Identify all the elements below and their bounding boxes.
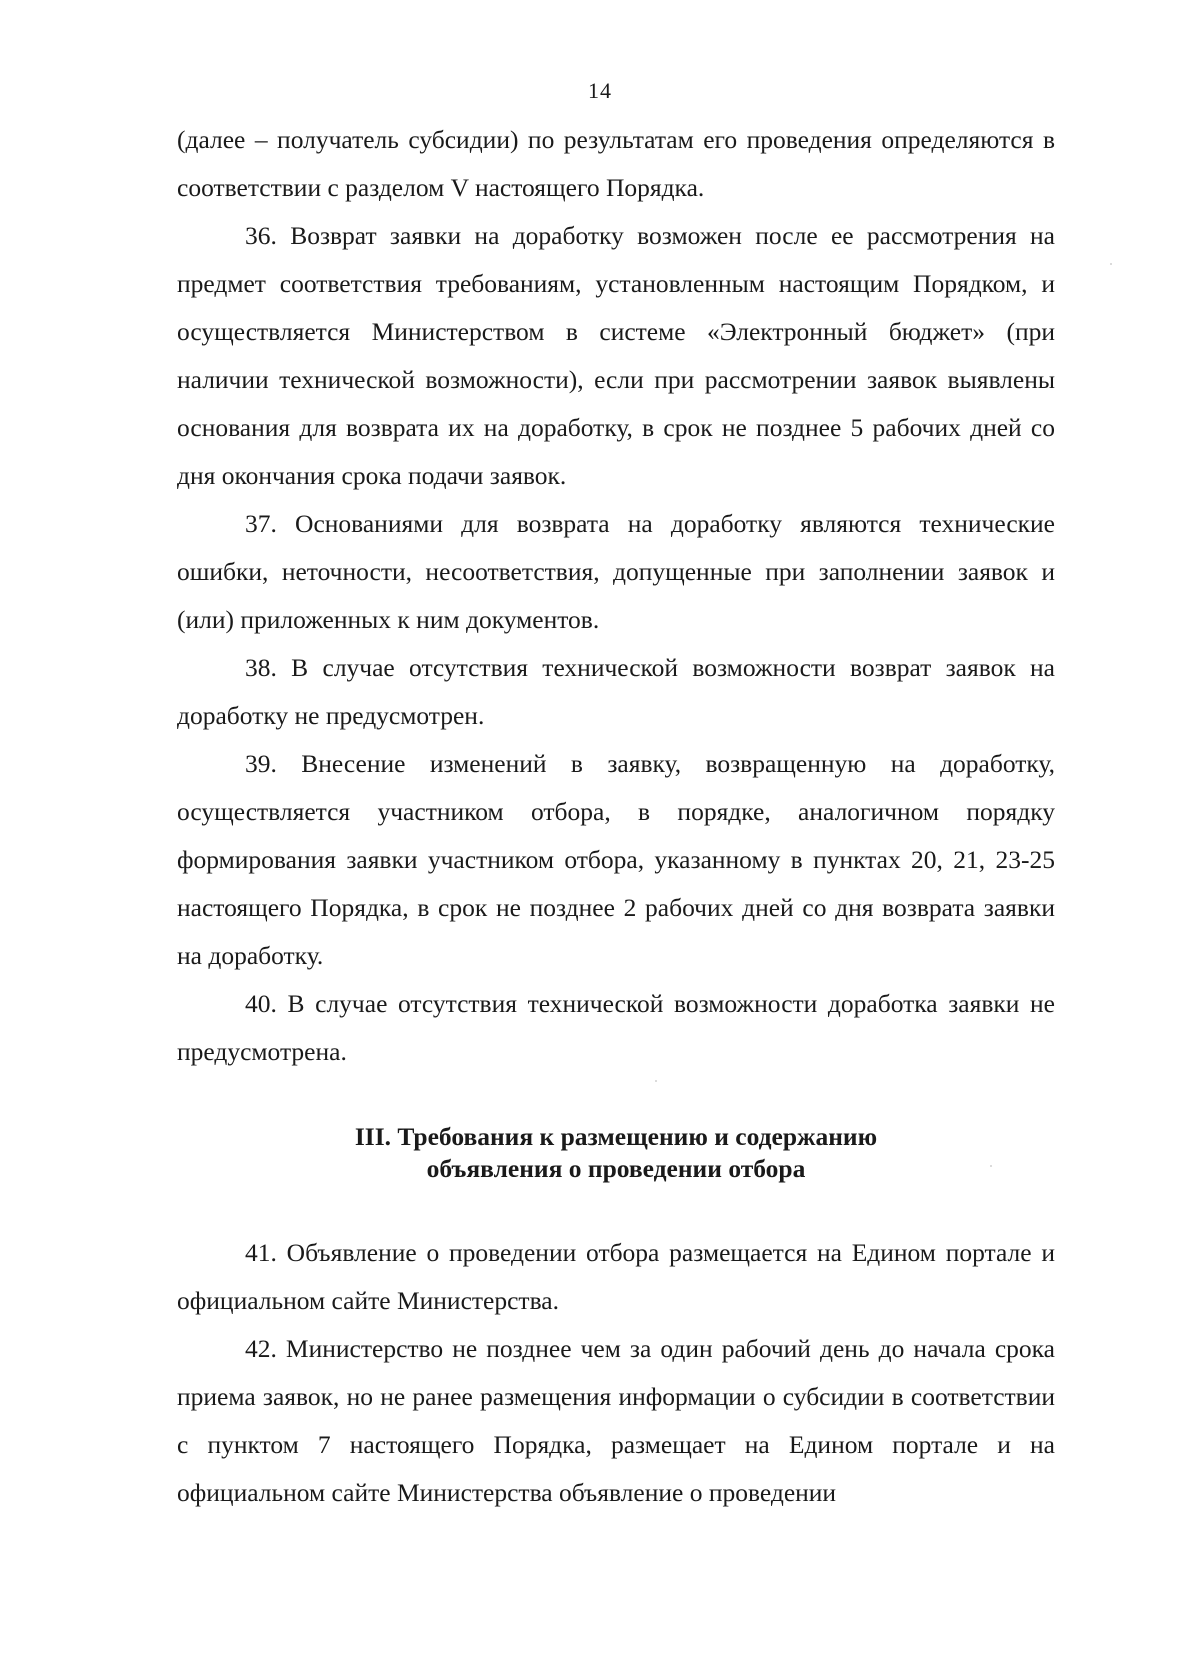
section-heading bbox=[177, 1121, 1055, 1185]
scan-speck bbox=[990, 1165, 992, 1167]
section-heading-line-1: III. Требования к размещению и содержанию bbox=[354, 1122, 878, 1151]
paragraph-40: 40. В случае отсутствия технической возможности доработка заявки не предусмотрена. bbox=[177, 989, 1055, 1066]
paragraph-38: 38. В случае отсутствия технической возможности возврат заявок на доработку не предусмотрен. bbox=[177, 653, 1055, 730]
paragraph-continuation: (далее – получатель субсидии) по результатам его проведения определяются в соответствии с разделом V настоящего Порядка. bbox=[177, 125, 1055, 202]
paragraph-41: 41. Объявление о проведении отбора размещается на Едином портале и официальном сайте Министерства. bbox=[177, 1238, 1055, 1315]
page-number: 14 bbox=[588, 78, 612, 103]
scan-speck bbox=[1110, 263, 1112, 265]
paragraph-37: 37. Основаниями для возврата на доработку являются технические ошибки, неточности, несоответствия, допущенные при заполнении заявок и (или) приложенных к ним документов. bbox=[177, 509, 1055, 634]
document-body bbox=[177, 116, 1055, 1517]
paragraph-36: 36. Возврат заявки на доработку возможен после ее рассмотрения на предмет соответствия требованиям, установленным настоящим Порядком, и осуществляется Министерством в системе «Электронный бюджет» (при наличии технической возможности), если при рассмотрении заявок выявлены основания для возврата их на доработку, в срок не позднее 5 рабочих дней со дня окончания срока подачи заявок. bbox=[177, 221, 1055, 490]
paragraph-39: 39. Внесение изменений в заявку, возвращенную на доработку, осуществляется участником отбора, в порядке, аналогичном порядку формирования заявки участником отбора, указанному в пунктах 20, 21, 23-25 настоящего Порядка, в срок не позднее 2 рабочих дней со дня возврата заявки на доработку. bbox=[177, 749, 1055, 970]
section-heading-line-2: объявления о проведении отбора bbox=[426, 1154, 806, 1183]
paragraph-42: 42. Министерство не позднее чем за один рабочий день до начала срока приема заявок, но не ранее размещения информации о субсидии в соответствии с пунктом 7 настоящего Порядка, размещает на Едином портале и на официальном сайте Министерства объявление о проведении bbox=[177, 1334, 1055, 1507]
scan-speck bbox=[655, 1080, 657, 1082]
